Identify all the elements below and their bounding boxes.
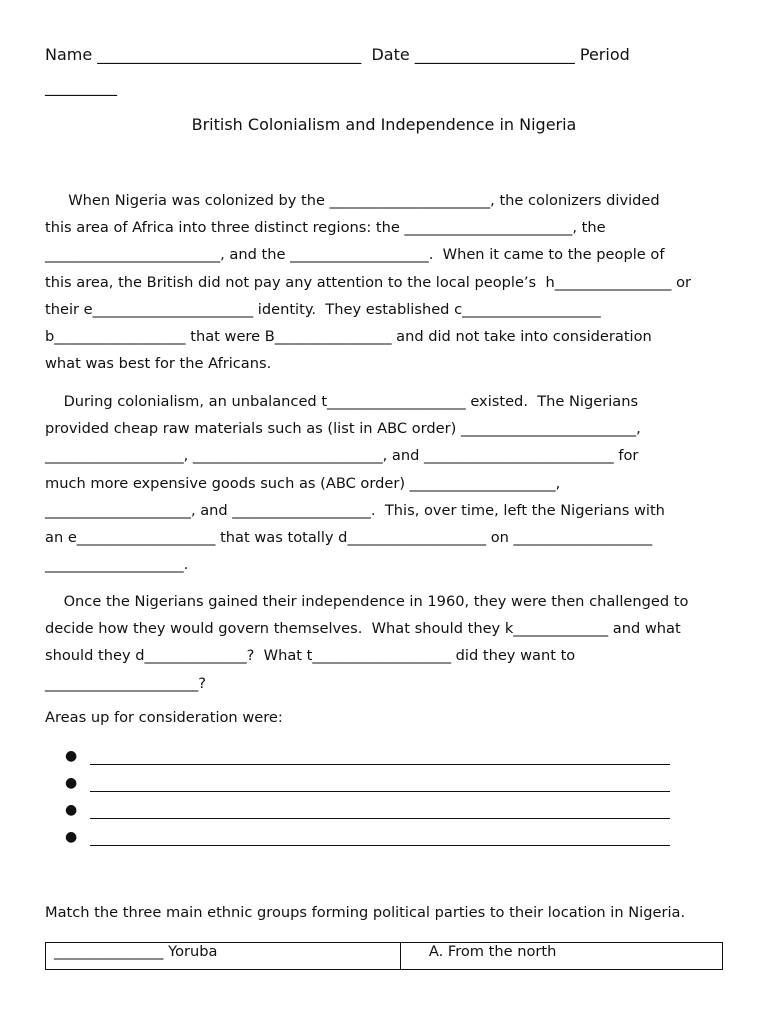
paragraph-colonization: When Nigeria was colonized by the ______________________, the colonizers divided this area of Africa into three distinct regions: the _______________________, the ________________________, and the ___________________. When it came to the people of this area, the British did not pay any attention to the local people’s h________________ or their e______________________ identity. They established c___________________ b__________________ that were B________________ and did not take into consideration what was best for the Africans.	[45, 192, 692, 373]
table-row	[46, 943, 723, 970]
match-right-cell: A. From the north	[400, 943, 722, 970]
matching-instructions: Match the three main ethnic groups forming political parties to their location in Nigeria.	[45, 904, 686, 921]
name-date-period-line: Name _________________________________ Date ____________________ Period	[45, 45, 630, 64]
match-left-cell: _______________ Yoruba	[46, 943, 401, 970]
bullet-icon: ●	[65, 802, 78, 818]
page-title: British Colonialism and Independence in Nigeria	[191, 115, 577, 134]
answer-line	[90, 764, 670, 765]
answer-line	[90, 845, 670, 846]
paragraph-independence: Once the Nigerians gained their independence in 1960, they were then challenged to decide how they would govern themselves. What should they k_____________ and what should they d______________? What t___________________ did they want to _____________________?	[45, 593, 689, 692]
matching-table	[45, 942, 723, 970]
areas-label: Areas up for consideration were:	[45, 709, 283, 726]
answer-line	[90, 818, 670, 819]
period-blank: _________	[45, 77, 117, 96]
paragraph-trade: During colonialism, an unbalanced t___________________ existed. The Nigerians provided cheap raw materials such as (list in ABC order) ________________________, ___________________, __________________________, and __________________________ for much more expensive goods such as (ABC order) ____________________, ____________________, and ___________________. This, over time, left the Nigerians with an e___________________ that was totally d___________________ on ___________________ ___________________.	[45, 393, 665, 574]
bullet-icon: ●	[65, 775, 78, 791]
bullet-icon: ●	[65, 748, 78, 764]
answer-line	[90, 791, 670, 792]
bullet-icon: ●	[65, 829, 78, 845]
